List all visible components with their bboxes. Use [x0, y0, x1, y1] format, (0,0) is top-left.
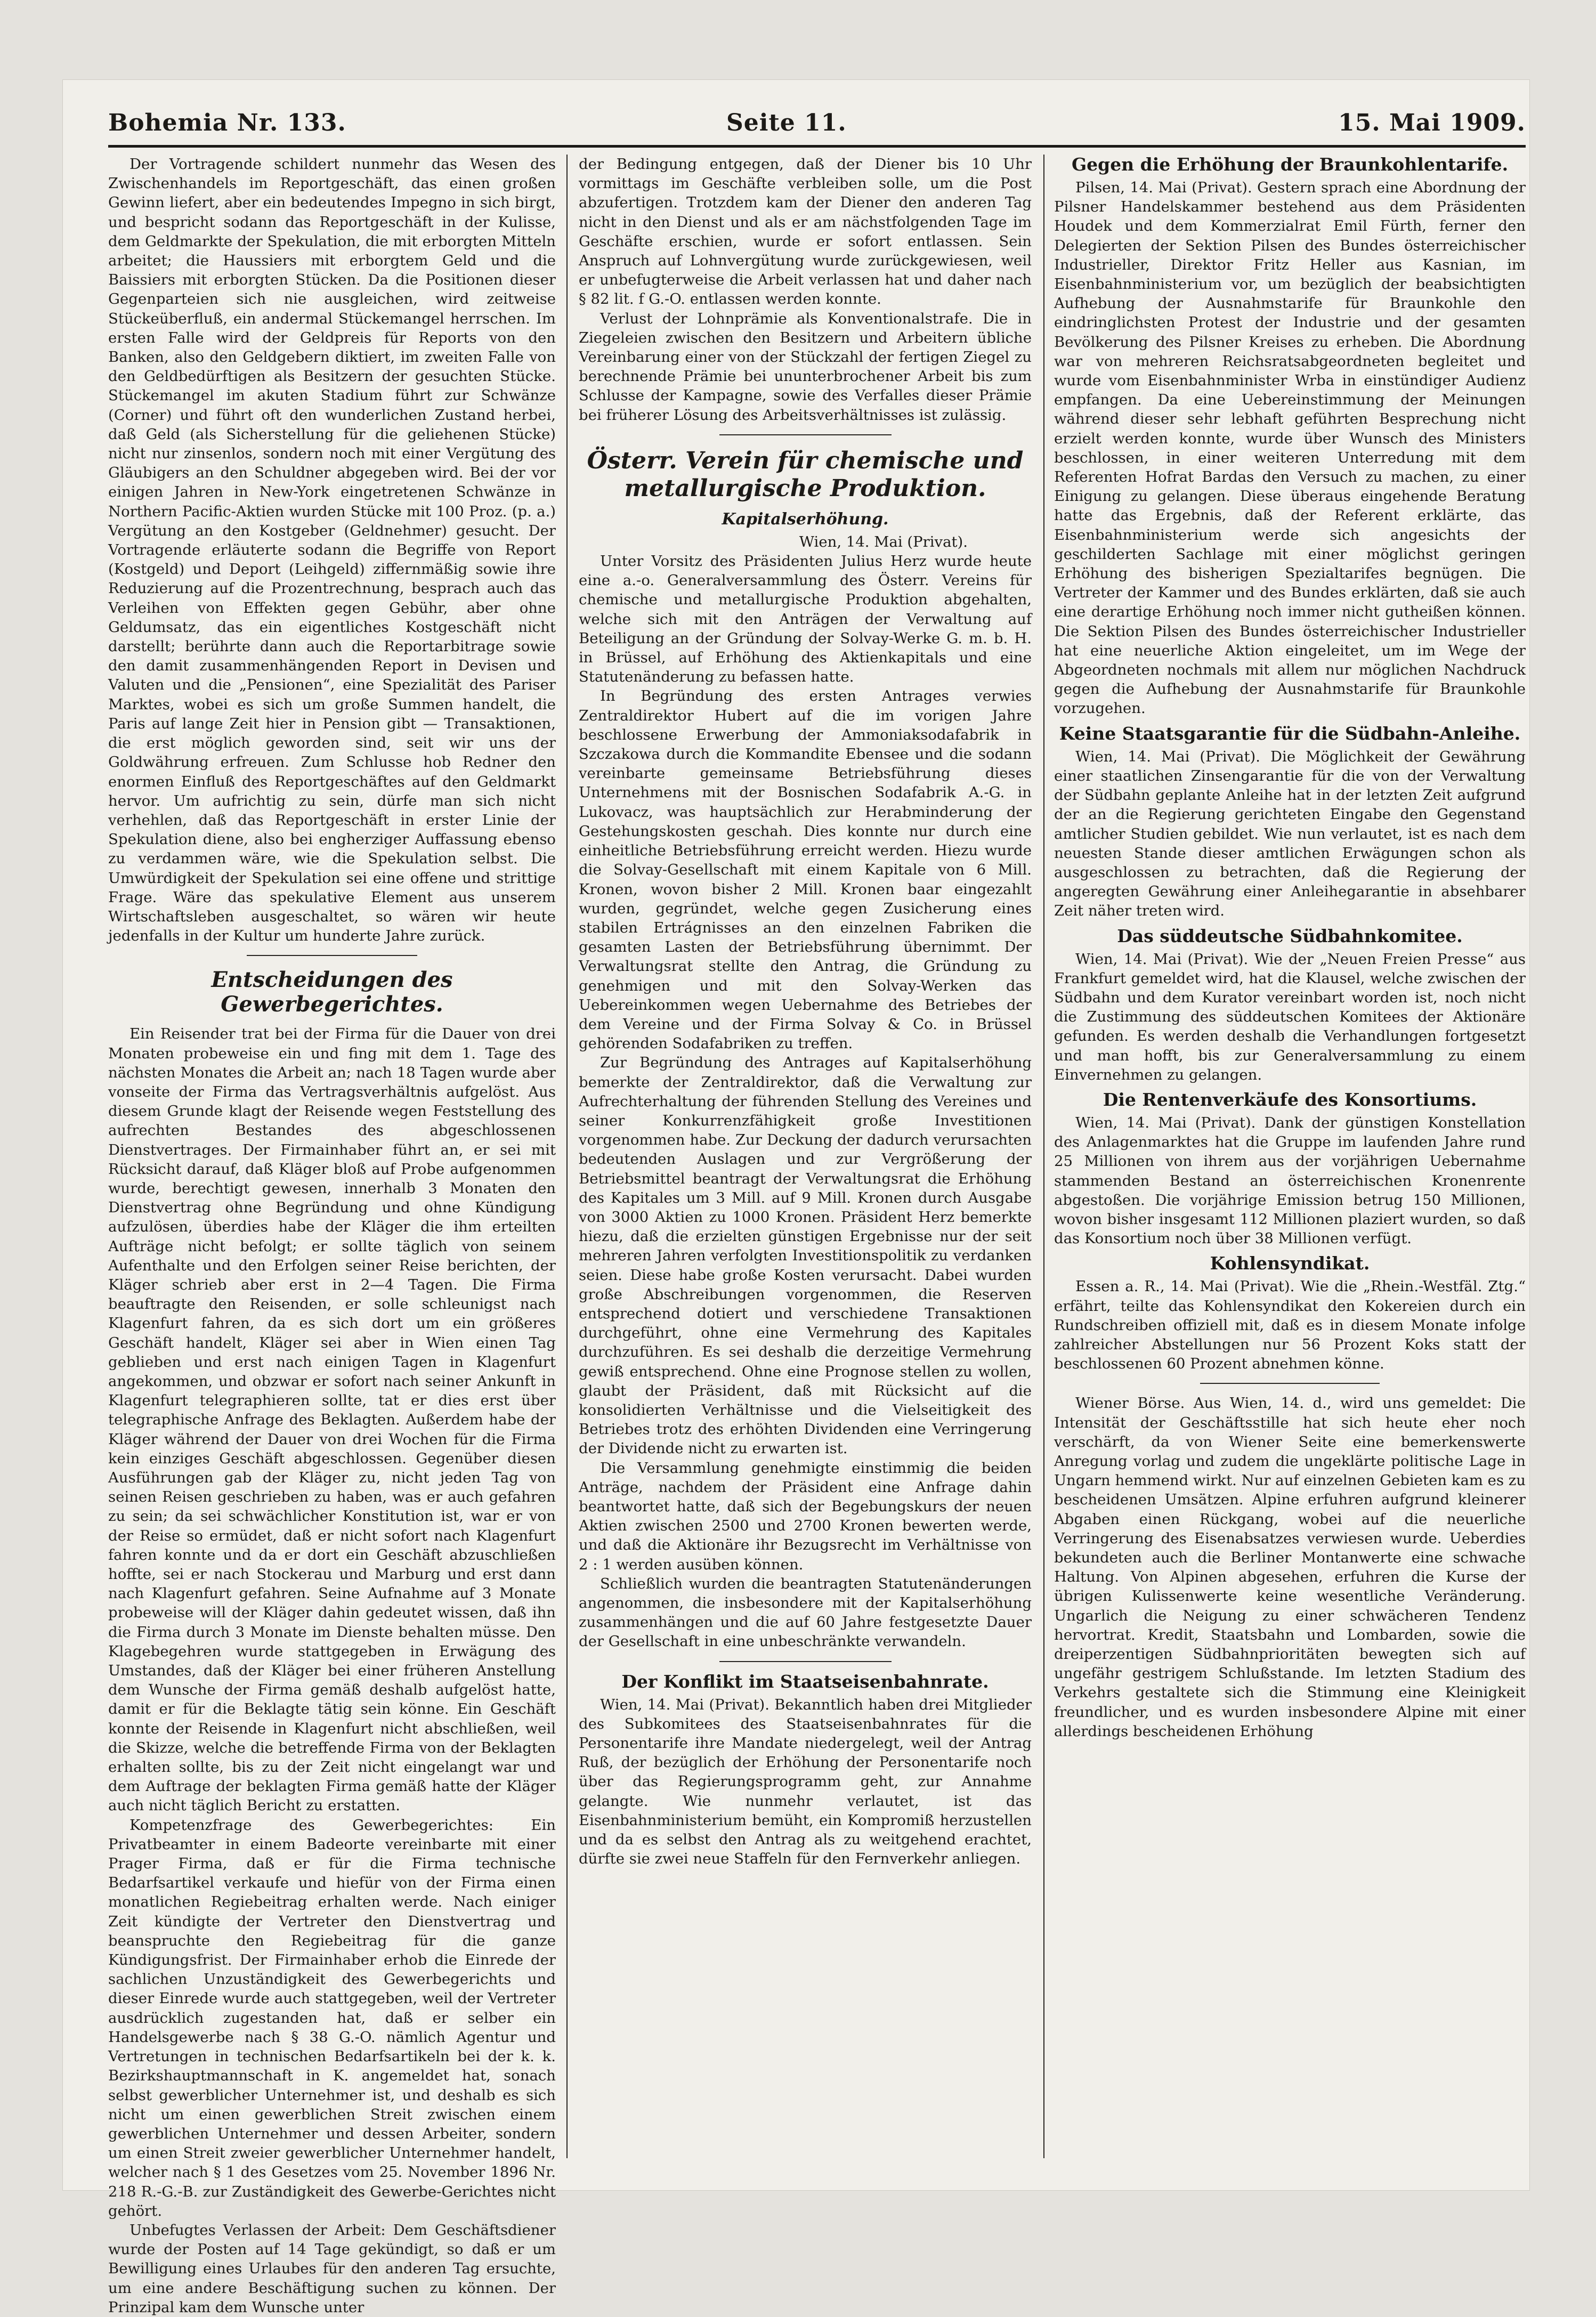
paragraph: Der Vortragende schildert nunmehr das Wesen des Zwischenhandels im Reportgeschäft, das einen großen Gewinn liefert, aber ein bedeutendes Impegno in sich birgt, und bespricht sodann das Reportgeschäft in der Kulisse, dem Geldmarkte der Spekulation, die mit erborgten Mitteln arbeitet; die Haussiers mit erborgtem Geld und die Baissiers mit erborgten Stücken. Da die Positionen dieser Gegenparteien sich nie ausgleichen, wird zeitweise Stückeüberfluß, ein andermal Stückemangel herrschen. Im ersten Falle wird der Geldpreis für Reports von den Banken, also den Geldgebern diktiert, im zweiten Falle von den Geldbedürftigen als Besitzern der gesuchten Stücke. Stückemangel im akuten Stadium führt zur Schwänze (Corner) und führt oft den wunderlichen Zustand herbei, daß Geld (als Sicherstellung für die geliehenen Stücke) nicht nur zinsenlos, sondern noch mit einer Vergütung des Gläubigers an den Schuldner abgegeben wird. Bei der vor einigen Jahren in New-York eingetretenen Schwänze in Northern Pacific-Aktien wurden Stücke mit 100 Proz. (p. a.) Vergütung an den Kostgeber (Geldnehmer) gesucht. Der Vortragende erläuterte sodann die Begriffe von Report (Kostgeld) und Deport (Leihgeld) ziffernmäßig sowie ihre Reduzierung auf die Prozentrechnung, besprach auch das Verleihen von Effekten gegen Gebühr, aber ohne Geldumsatz, das ein eigentliches Kostgeschäft nicht darstellt; berührte dann auch die Reportarbitrage sowie den damit zusammenhängenden Report in Devisen und Valuten und die „Pensionen“, eine Spezialität des Pariser Marktes, wobei es sich um große Summen handelt, die Paris auf lange Zeit hier in Pension gibt — Transaktionen, die erst möglich geworden sind, seit wir uns der Goldwährung erfreuen. Zum Schlusse hob Redner den enormen Einfluß des Reportgeschäftes auf den Geldmarkt hervor. Um aufrichtig zu sein, dürfe man sich nicht verhehlen, daß das Reportgeschäft in erster Linie der Spekulation diene, also bei engherziger Auffassung ebenso zu verdammen wäre, wie die Spekulation selbst. Die Umwürdigkeit der Spekulation sei eine offene und strittige Frage. Wäre das spekulative Element aus unserem Wirtschaftsleben ausgeschaltet, so wären wir heute jedenfalls in der Kultur um hunderte Jahre zurück. [108, 156, 556, 945]
paragraph: Wien, 14. Mai (Privat). Dank der günstigen Konstellation des Anlagenmarktes hat die Gruppe im laufenden Jahre rund 25 Millionen von ihrem aus der vorjährigen Uebernahme stammenden Bestand an österreichischen Kronenrente abgestoßen. Die vorjährige Emission betrug 150 Millionen, wovon bisher insgesamt 112 Millionen plaziert wurden, so daß das Konsortium noch über 38 Millionen verfügt. [1054, 1114, 1526, 1247]
article-heading: Keine Staatsgarantie für die Südbahn-Anleihe. [1059, 723, 1521, 744]
separator [719, 1661, 892, 1662]
header-rule [108, 145, 1526, 148]
separator [1200, 1383, 1379, 1384]
column-divider [566, 155, 568, 2158]
separator [247, 955, 417, 956]
article-heading: Kohlensyndikat. [1210, 1253, 1370, 1274]
article-heading: Die Rentenverkäufe des Konsortiums. [1103, 1089, 1477, 1110]
paragraph: Zur Begründung des Antrages auf Kapitalserhöhung bemerkte der Zentraldirektor, daß die Verwaltung zur Aufrechterhaltung der führenden Stellung des Vereines und seiner Konkurrenzfähigkeit große Investitionen vorgenommen habe. Zur Deckung der dadurch verursachten bedeutenden Auslagen und zur Vergrößerung der Betriebsmittel beantragt der Verwaltungsrat die Erhöhung des Kapitales um 3 Mill. auf 9 Mill. Kronen durch Ausgabe von 3000 Aktien zu 1000 Kronen. Präsident Herz bemerkte hiezu, daß die erzielten günstigen Ergebnisse nur der seit mehreren Jahren verfolgten Investitionspolitik zu verdanken seien. Diese habe große Kosten verursacht. Dabei wurden große Abschreibungen vorgenommen, die Reserven entsprechend dotiert und verschiedene Transaktionen durchgeführt, ohne eine Vermehrung des Kapitales durchzuführen. Es sei deshalb die derzeitige Vermehrung gewiß entsprechend. Ohne eine Prognose stellen zu wollen, glaubt der Präsident, daß mit Rücksicht auf die konsolidierten Verhältnisse und die Vielseitigkeit des Betriebes trotz des erhöhten Dividenden eine Verringerung der Dividende nicht zu erwarten ist. [579, 1054, 1032, 1457]
article-heading: Österr. Verein für chemische und metallurgische Produktion. [587, 447, 1024, 502]
article-heading: Gegen die Erhöhung der Braunkohlentarife. [1071, 154, 1509, 175]
paragraph: Unter Vorsitz des Präsidenten Julius Herz wurde heute eine a.-o. Generalversammlung des Österr. Vereins für chemische und metallurgische Produktion abgehalten, welche sich mit den Anträgen der Verwaltung auf Beteiligung an der Gründung der Solvay-Werke G. m. b. H. in Brüssel, auf Erhöhung des Aktienkapitals und eine Statutenänderung zu befassen hatte. [579, 553, 1032, 686]
article-heading: Entscheidungen des Gewerbegerichtes. [211, 967, 453, 1017]
paragraph: Die Versammlung genehmigte einstimmig die beiden Anträge, nachdem der Präsident eine Anfrage dahin beantwortet hatte, daß sich der Begebungskurs der neuen Aktien zwischen 2500 und 2700 Kronen bewerten werde, und daß die Aktionäre ihr Bezugsrecht im Verhältnisse von 2 : 1 werden ausüben können. [579, 1459, 1032, 1573]
header-date: 15. Mai 1909. [1338, 109, 1526, 136]
paragraph: Essen a. R., 14. Mai (Privat). Wie die „Rhein.-Westfäl. Ztg.“ erfährt, teilte das Kohlensyndikat den Kokereien durch ein Rundschreiben offiziell mit, daß es in diesem Monate infolge zahlreicher Abstellungen nur 56 Prozent Koks statt der beschlossenen 60 Prozent abnehmen könne. [1054, 1278, 1526, 1373]
header-publication: Bohemia Nr. 133. [108, 109, 346, 136]
header-page-number: Seite 11. [726, 109, 847, 136]
paragraph: Pilsen, 14. Mai (Privat). Gestern sprach eine Abordnung der Pilsner Handelskammer bestehend aus dem Präsidenten Houdek und dem Kommerzialrat Emil Fürth, ferner den Delegierten der Sektion Pilsen des Bundes österreichischer Industrieller, Direktor Fritz Heller aus Kasnian, im Eisenbahnministerium vor, um bezüglich der beabsichtigten Aufhebung der Ausnahmstarife für Braunkohle den eindringlichsten Protest der Industrie und der gesamten Bevölkerung des Pilsner Kreises zu erheben. Die Abordnung war von mehreren Reichsratsabgeordneten begleitet und wurde vom Eisenbahnminister Wrba in einstündiger Audienz empfangen. Da eine Uebereinstimmung der Meinungen während dieser sehr lebhaft geführten Besprechung nicht erzielt werden konnte, wurde über Wunsch des Ministers beschlossen, in einer weiteren Unterredung mit dem Referenten Hofrat Bardas den Versuch zu machen, zu einer Einigung zu gelangen. Diese überaus eingehende Beratung hatte das Ergebnis, daß der Referent erklärte, das Eisenbahnministerium werde sich angesichts der geschilderten Sachlage mit einer möglichst geringen Erhöhung des bisherigen Spezialtarifes begnügen. Die Vertreter der Kammer und des Bundes erklärten, daß sie auch eine derartige Erhöhung noch immer nicht gutheißen können. Die Sektion Pilsen des Bundes österreichischer Industrieller hat eine neuerliche Aktion eingeleitet, um im Wege der Abgeordneten nochmals mit allem nur möglichen Nachdruck gegen die Aufhebung der Ausnahmstarife für Braunkohle vorzugehen. [1054, 179, 1526, 717]
separator [719, 434, 892, 435]
paragraph: Unbefugtes Verlassen der Arbeit: Dem Geschäftsdiener wurde der Posten auf 14 Tage gekündigt, so daß er um Bewilligung eines Urlaubes für den anderen Tag ersuchte, um eine andere Beschäftigung suchen zu können. Der Prinzipal kam dem Wunsche unter [108, 2221, 556, 2316]
paragraph: Schließlich wurden die beantragten Statutenänderungen angenommen, die insbesondere mit der Kapitalserhöhung zusammenhängen und die auf 60 Jahre festgesetzte Dauer der Gesellschaft in eine unbeschränkte verwandeln. [579, 1575, 1032, 1650]
paragraph: Wien, 14. Mai (Privat). Die Möglichkeit der Gewährung einer staatlichen Zinsengarantie für die von der Verwaltung der Südbahn geplante Anleihe hat in der letzten Zeit aufgrund der an die Regierung gerichteten Eingabe den Gegenstand amtlicher Studien gebildet. Wie nun verlautet, ist es nach dem neuesten Stande dieser amtlichen Erwägungen schon als ausgeschlossen zu betrachten, daß die Regierung der angeregten Gewährung einer Anleihegarantie in absehbarer Zeit näher treten wird. [1054, 748, 1526, 920]
paragraph: der Bedingung entgegen, daß der Diener bis 10 Uhr vormittags im Geschäfte verbleiben solle, um die Post abzufertigen. Trotzdem kam der Diener den anderen Tag nicht in den Dienst und als er am nächstfolgenden Tage im Geschäfte erschien, wurde er sofort entlassen. Sein Anspruch auf Lohnvergütung wurde zurückgewiesen, weil er unbefugterweise die Arbeit verlassen hat und daher nach § 82 lit. f G.-O. entlassen werden konnte. [579, 156, 1032, 308]
paragraph: Wiener Börse. Aus Wien, 14. d., wird uns gemeldet: Die Intensität der Geschäftsstille hat sich heute eher noch verschärft, da von Wiener Seite eine bemerkenswerte Anregung vorlag und zudem die ungeklärte politische Lage in Ungarn hemmend wirkt. Nur auf einzelnen Gebieten kam es zu bescheidenen Umsätzen. Alpine erfuhren aufgrund kleinerer Abgaben einen Rückgang, wobei auf die neuerliche Verringerung des Eisenabsatzes verwiesen wurde. Ueberdies bekundeten auch die Berliner Montanwerte eine schwache Haltung. Von Alpinen abgesehen, erfuhren die Kurse der übrigen Kulissenwerte keine wesentliche Veränderung. Ungarlich die Neigung zu einer schwächeren Tendenz hervortrat. Kredit, Staatsbahn und Lombarden, sowie die dreiperzentigen Südbahnprioritäten bewegten sich auf ungefähr gestrigem Schlußstande. Im letzten Stadium des Verkehrs gestaltete sich die Stimmung eine Kleinigkeit freundlicher, und es wurden insbesondere Alpine mit einer allerdings bescheidenen Erhöhung [1054, 1395, 1526, 1740]
newspaper-page [63, 80, 1529, 2316]
column-3 [1054, 155, 1526, 2158]
article-heading: Das süddeutsche Südbahnkomitee. [1117, 925, 1463, 946]
dateline: Wien, 14. Mai (Privat). [799, 533, 968, 550]
paragraph: Ein Reisender trat bei der Firma für die Dauer von drei Monaten probeweise ein und fing mit dem 1. Tage des nächsten Monates die Arbeit an; nach 18 Tagen wurde aber vonseite der Firma das Vertragsverhältnis aufgelöst. Aus diesem Grunde klagt der Reisende wegen Feststellung des aufrechten Bestandes des abgeschlossenen Dienstvertrages. Der Firmainhaber führt an, er sei mit Rücksicht darauf, daß Kläger bloß auf Probe aufgenommen wurde, berechtigt gewesen, innerhalb 3 Monaten den Dienstvertrag ohne Begründung und ohne Kündigung aufzulösen, überdies habe der Kläger die ihm erteilten Aufträge nicht befolgt; er sollte täglich von seinem Aufenthalte und den Erfolgen seiner Reise berichten, der Kläger schrieb aber erst in 2—4 Tagen. Die Firma beauftragte den Reisenden, er solle schleunigst nach Klagenfurt fahren, da es sich dort um ein größeres Geschäft handelt, Kläger sei aber in Wien einen Tag geblieben und erst nach einigen Tagen in Klagenfurt angekommen, und obzwar er sofort nach seiner Ankunft in Klagenfurt telegraphieren sollte, tat er dies erst über telegraphische Anfrage des Beklagten. Außerdem habe der Kläger während der Dauer von drei Wochen für die Firma kein einziges Geschäft abgeschlossen. Gegenüber diesen Ausführungen gab der Kläger zu, nicht jeden Tag von seinen Reisen geschrieben zu haben, was er auch gefahren zu sein; da sei schwächlicher Konstitution ist, war er von der Reise so ermüdet, daß er nicht sofort nach Klagenfurt fahren konnte und da er dort ein Geschäft abzuschließen hoffte, sei er nach Stockerau und Marburg und erst dann nach Klagenfurt gefahren. Seine Aufnahme auf 3 Monate probeweise will der Kläger dahin gedeutet wissen, daß ihn die Firma durch 3 Monate im Dienste behalten müsse. Den Klagebegehren wurde stattgegeben in Erwägung des Umstandes, daß der Kläger bei einer früheren Anstellung dem Wunsche der Firma gemäß deshalb aufgelöst hatte, damit er für die Beklagte tätig sein könne. Ein Geschäft konnte der Reisende in Klagenfurt nicht abschließen, weil die Skizze, welche die betreffende Firma von der Beklagten erhalten sollte, bis zu der Zeit nicht eingelangt war und dem Auftrage der beklagten Firma gemäß hatte der Kläger auch nicht täglich Bericht zu erstatten. [108, 1025, 556, 1814]
paragraph: Wien, 14. Mai (Privat). Wie der „Neuen Freien Presse“ aus Frankfurt gemeldet wird, hat die Klausel, welche zwischen der Südbahn und dem Kurator vereinbart worden ist, noch nicht die Zustimmung des süddeutschen Komitees der Aktionäre gefunden. Es werden deshalb die Verhandlungen fortgesetzt und man hofft, bis zur Generalversammlung zu einem Einvernehmen zu gelangen. [1054, 950, 1526, 1083]
article-subheading: Kapitalserhöhung. [722, 509, 889, 529]
article-heading: Der Konflikt im Staatseisenbahnrate. [621, 1671, 989, 1692]
paragraph: Verlust der Lohnprämie als Konventionalstrafe. Die in Ziegeleien zwischen den Besitzern und Arbeitern übliche Vereinbarung einer von der Stückzahl der fertigen Ziegel zu berechnende Prämie bei ununterbrochener Arbeit bis zum Schlusse der Kampagne, sowie des Verfalles dieser Prämie bei früherer Lösung des Arbeitsverhältnisses ist zulässig. [579, 310, 1032, 424]
column-2 [579, 155, 1032, 2158]
paragraph: Kompetenzfrage des Gewerbegerichtes: Ein Privatbeamter in einem Badeorte vereinbarte mit einer Prager Firma, daß er für die Firma technische Bedarfsartikel verkaufe und hiefür von der Firma einen monatlichen Regiebeitrag erhalten werde. Nach einiger Zeit kündigte der Vertreter den Dienstvertrag und beanspruchte den Regiebeitrag für die ganze Kündigungsfrist. Der Firmainhaber erhob die Einrede der sachlichen Unzuständigkeit des Gewerbegerichts und dieser Einrede wurde auch stattgegeben, weil der Vertreter ausdrücklich zugestanden hat, daß er selber ein Handelsgewerbe nach § 38 G.-O. nämlich Agentur und Vertretungen in technischen Bedarfsartikeln bei der k. k. Bezirkshauptmannschaft in K. angemeldet hat, sonach selbst gewerblicher Unternehmer ist, und deshalb es sich nicht um einen gewerblichen Streit zwischen einem gewerblichen Unternehmer und dessen Arbeiter, sondern um einen Streit zweier gewerblicher Unternehmer handelt, welcher nach § 1 des Gesetzes vom 25. November 1896 Nr. 218 R.-G.-B. zur Zuständigkeit des Gewerbe-Gerichtes nicht gehört. [108, 1816, 556, 2219]
paragraph: Wien, 14. Mai (Privat). Bekanntlich haben drei Mitglieder des Subkomitees des Staatseisenbahnrates für die Personentarife ihre Mandate niedergelegt, weil der Antrag Ruß, der bezüglich der Erhöhung der Personentarife noch über das Regierungsprogramm geht, zur Annahme gelangte. Wie nunmehr verlautet, ist das Eisenbahnministerium bemüht, ein Kompromiß herzustellen und da es selbst den Antrag als zu weitgehend erachtet, dürfte sie zwei neue Staffeln für den Fernverkehr anliegen. [579, 1696, 1032, 1868]
column-divider [1043, 155, 1044, 2158]
paragraph: In Begründung des ersten Antrages verwies Zentraldirektor Hubert auf die im vorigen Jahre beschlossene Erwerbung der Ammoniaksodafabrik in Szczakowa durch die Kommandite Ebensee und die sodann vereinbarte gemeinsame Betriebsführung dieses Unternehmens mit der Bosnischen Sodafabrik A.-G. in Lukovacz, was hauptsächlich zur Herabminderung der Gestehungskosten geschah. Dies konnte nur durch eine einheitliche Betriebsführung erreicht werden. Hiezu wurde die Solvay-Gesellschaft mit einem Kapitale von 6 Mill. Kronen, wovon bisher 2 Mill. Kronen baar eingezahlt wurden, gegründet, welche gegen Zusicherung eines stabilen Ertrágnisses an den einzelnen Fabriken die gesamten Lasten der Betriebsführung übernimmt. Der Verwaltungsrat stellte den Antrag, die Gründung zu genehmigen und mit den Solvay-Werken das Uebereinkommen wegen Uebernahme des Betriebes der dem Vereine und der Firma Solvay & Co. in Brüssel gehörenden Sodafabriken zu treffen. [579, 687, 1032, 1052]
column-1 [108, 155, 556, 2316]
